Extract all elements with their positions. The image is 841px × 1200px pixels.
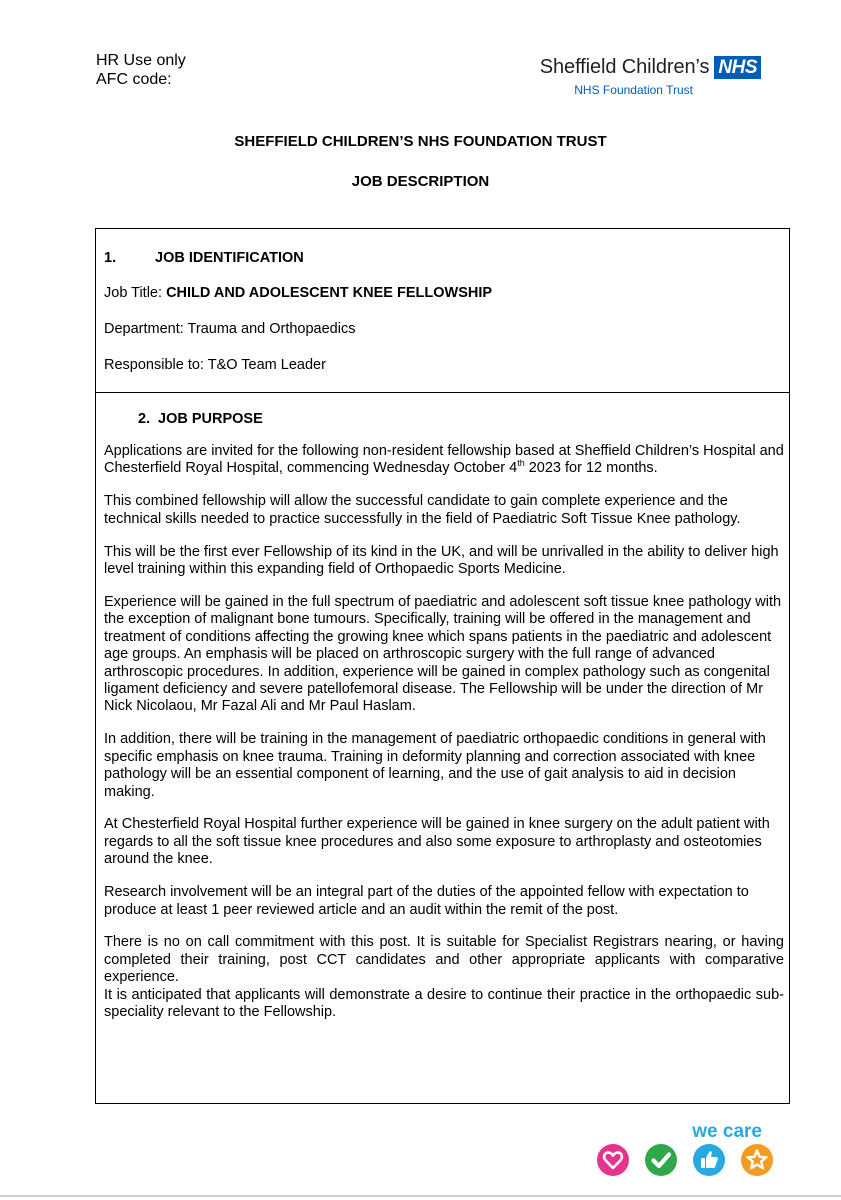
paragraph-experience: Experience will be gained in the full spectrum of paediatric and adolescent soft tissue knee pathology with the exception of malignant bone tumours. Specifically, training will be offered in the management and treatment of conditions affecting the growing knee which spans patients in the paediatric and adolescent age groups. An emphasis will be placed on arthroscopic surgery with the full range of advanced arthroscopic procedures. In addition, experience will be gained in complex pathology such as congenital ligament deficiency and severe patellofemoral disease. The Fellowship will be under the direction of Mr Nick Nicolaou, Mr Fazal Ali and Mr Paul Haslam.: [104, 593, 782, 715]
paragraph-applications: [104, 443, 784, 478]
section2-title: JOB PURPOSE: [158, 411, 263, 427]
job-title-field: [104, 285, 492, 301]
trust-heading: SHEFFIELD CHILDREN’S NHS FOUNDATION TRUST: [234, 133, 607, 150]
paragraph-first-fellowship: This will be the first ever Fellowship of its kind in the UK, and will be unrivalled in the ability to deliver high level training within this expanding field of Orthopaedic Sports Medicine.: [104, 543, 779, 578]
applications-text-end: 2023 for 12 months.: [524, 460, 658, 477]
hr-use-note: [96, 51, 186, 89]
section1-number: 1.: [104, 250, 117, 266]
section1-title: JOB IDENTIFICATION: [155, 250, 304, 266]
we-care-text: we care: [692, 1121, 762, 1142]
thumbs-up-icon: [693, 1144, 725, 1176]
nhs-trust-logo: [540, 56, 761, 97]
job-identification-section: [95, 228, 790, 393]
heart-icon: [597, 1144, 629, 1176]
afc-code-label: AFC code:: [96, 71, 172, 88]
star-icon: [741, 1144, 773, 1176]
paragraph-training: In addition, there will be training in the management of paediatric orthopaedic conditions in general with specific emphasis on knee trauma. Training in deformity planning and correction associated with knee pathology will be an essential component of learning, and the use of gait analysis to aid in decision making.: [104, 731, 766, 800]
paragraph-anticipated: It is anticipated that applicants will demonstrate a desire to continue their practice in the orthopaedic sub-speciality relevant to the Fellowship.: [104, 986, 784, 1021]
hr-use-only-label: HR Use only: [96, 52, 186, 69]
page-bottom-divider: [0, 1195, 841, 1197]
job-purpose-section: [95, 392, 790, 1104]
paragraph-on-call: There is no on call commitment with this post. It is suitable for Specialist Registrars nearing, or having completed their training, post CCT candidates and other appropriate applicants with comparative experience.: [104, 934, 784, 986]
we-care-logo: [590, 1118, 780, 1183]
logo-subtitle: NHS Foundation Trust: [574, 83, 693, 97]
nhs-logo-badge: NHS: [714, 56, 761, 79]
job-purpose-body: [104, 443, 784, 1021]
responsible-to-field: Responsible to: T&O Team Leader: [104, 357, 326, 373]
document-title: JOB DESCRIPTION: [351, 173, 490, 190]
paragraph-research: Research involvement will be an integral part of the duties of the appointed fellow with expectation to produce at least 1 peer reviewed article and an audit within the remit of the post.: [104, 884, 749, 918]
job-title-value: CHILD AND ADOLESCENT KNEE FELLOWSHIP: [166, 285, 493, 301]
paragraph-combined-fellowship: This combined fellowship will allow the successful candidate to gain complete experience and the technical skills needed to practice successfully in the field of Paediatric Soft Tissue Knee pathology.: [104, 493, 741, 527]
date-suffix: th: [517, 458, 525, 469]
check-icon: [645, 1144, 677, 1176]
section2-number: 2.: [138, 411, 151, 427]
logo-trust-name: Sheffield Children’s: [539, 56, 710, 78]
paragraph-chesterfield: At Chesterfield Royal Hospital further experience will be gained in knee surgery on the adult patient with regards to all the soft tissue knee procedures and also some exposure to arthroplasty and osteotomies around the knee.: [104, 816, 770, 868]
department-field: Department: Trauma and Orthopaedics: [104, 321, 356, 337]
job-title-label: Job Title:: [104, 285, 167, 301]
applications-text: Applications are invited for the following non-resident fellowship based at Sheffield Children’s Hospital and Chesterfield Royal Hospital, commencing Wednesday October 4: [104, 443, 784, 477]
